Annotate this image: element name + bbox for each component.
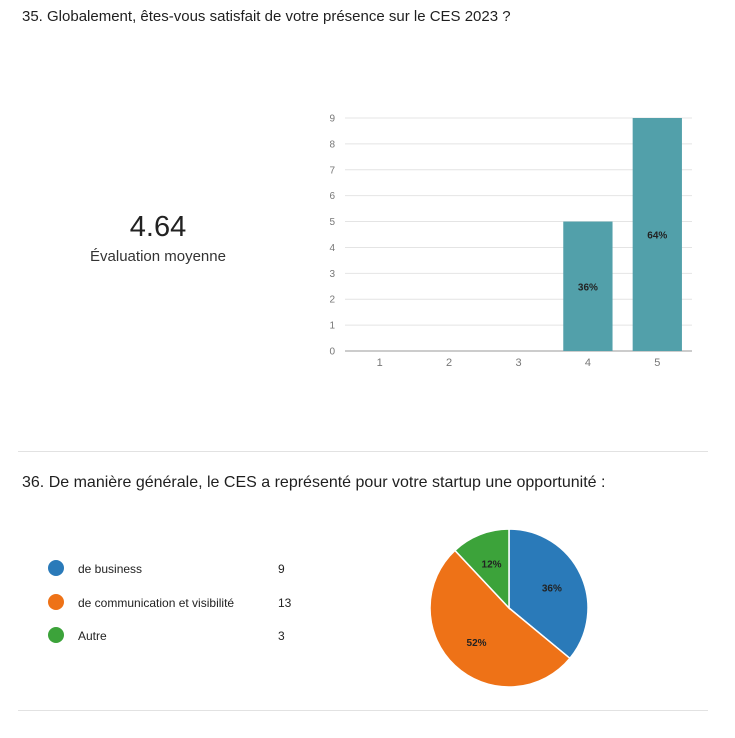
y-tick-label: 7 bbox=[329, 165, 335, 177]
bar-data-label: 36% bbox=[577, 282, 598, 294]
legend-swatch-other bbox=[48, 627, 64, 643]
y-tick-label: 8 bbox=[329, 139, 335, 151]
legend-label: de communication et visibilité bbox=[78, 595, 235, 610]
average-rating-value: 4.64 bbox=[129, 211, 187, 243]
y-tick-label: 5 bbox=[329, 217, 335, 229]
bar-data-label: 64% bbox=[647, 230, 668, 242]
pie-data-label: 12% bbox=[481, 559, 502, 571]
average-rating-label: Évaluation moyenne bbox=[90, 248, 226, 265]
rating-bar-chart bbox=[0, 100, 735, 500]
y-tick-label: 3 bbox=[329, 268, 335, 280]
legend-label: Autre bbox=[78, 629, 107, 643]
opportunity-pie-chart bbox=[409, 508, 609, 708]
legend-swatch-business bbox=[48, 560, 64, 576]
legend-label: de business bbox=[78, 562, 143, 576]
y-tick-label: 4 bbox=[329, 242, 335, 254]
question-35-title: 35. Globalement, êtes-vous satisfait de votre présence sur le CES 2023 ? bbox=[22, 8, 511, 25]
y-tick-label: 6 bbox=[329, 191, 335, 203]
legend-count: 13 bbox=[278, 595, 292, 610]
x-tick-label: 3 bbox=[515, 357, 522, 369]
question-36-title: 36. De manière générale, le CES a représenté pour votre startup une opportunité : bbox=[22, 474, 606, 491]
y-tick-label: 1 bbox=[329, 320, 335, 332]
x-tick-label: 1 bbox=[376, 357, 383, 369]
y-tick-label: 9 bbox=[329, 113, 335, 125]
pie-data-label: 52% bbox=[466, 638, 487, 650]
y-tick-label: 0 bbox=[329, 346, 335, 358]
legend-count: 9 bbox=[278, 562, 285, 576]
section-divider bbox=[18, 451, 708, 452]
legend-swatch-communication bbox=[48, 594, 64, 610]
x-tick-label: 4 bbox=[584, 357, 591, 369]
legend-count: 3 bbox=[278, 629, 285, 643]
y-tick-label: 2 bbox=[329, 294, 335, 306]
x-tick-label: 2 bbox=[446, 357, 453, 369]
x-tick-label: 5 bbox=[654, 357, 661, 369]
pie-data-label: 36% bbox=[541, 583, 562, 595]
section-divider bbox=[18, 710, 708, 711]
